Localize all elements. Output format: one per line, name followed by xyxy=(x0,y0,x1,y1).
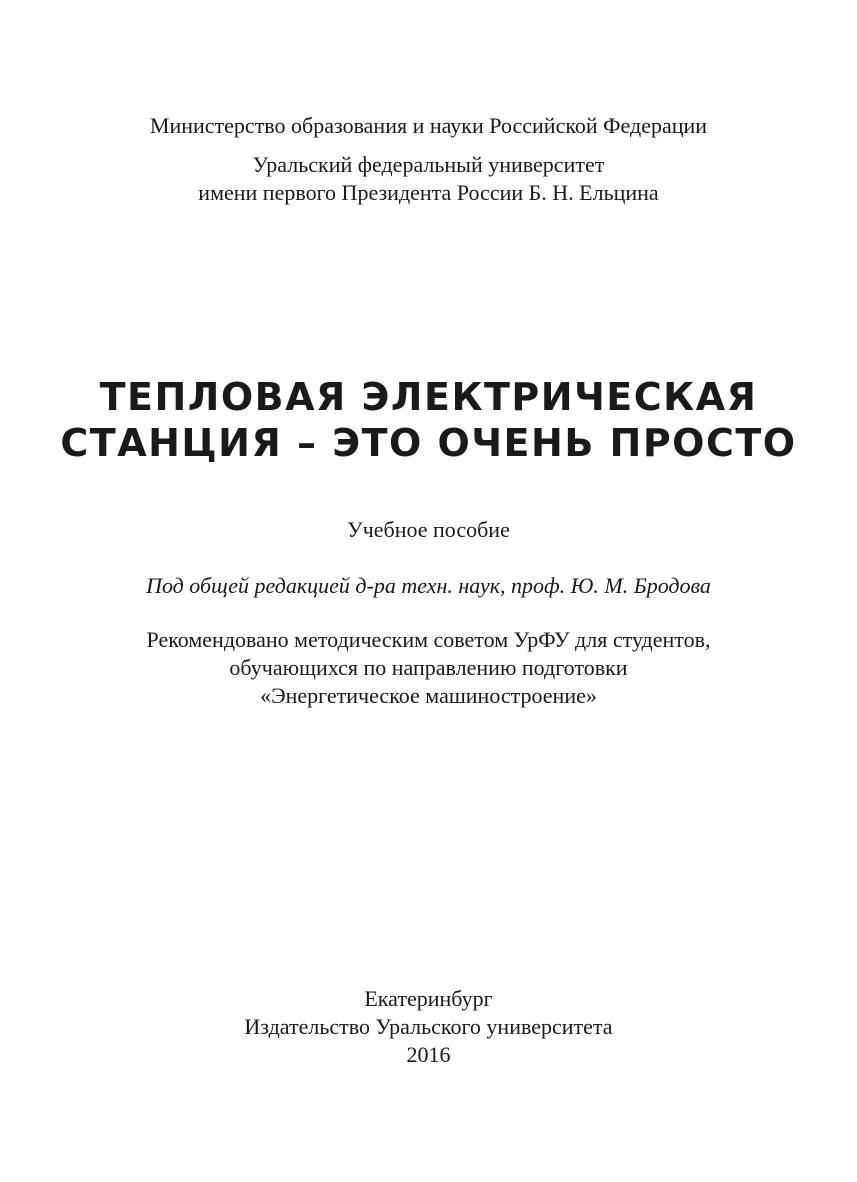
book-type: Учебное пособие xyxy=(347,517,510,542)
university-name-line2: имени первого Президента России Б. Н. Ельцина xyxy=(198,180,659,205)
recommendation-line1: Рекомендовано методическим советом УрФУ для студентов, xyxy=(146,627,711,652)
imprint-year: 2016 xyxy=(406,1042,451,1067)
imprint-publisher: Издательство Уральского университета xyxy=(244,1014,613,1039)
imprint-city: Екатеринбург xyxy=(364,986,493,1011)
university-name-line1: Уральский федеральный университет xyxy=(252,152,605,177)
editor-credit: Под общей редакцией д-ра техн. наук, проф. Ю. М. Бродова xyxy=(146,573,711,598)
book-title-line1: ТЕПЛОВАЯ ЭЛЕКТРИЧЕСКАЯ xyxy=(99,375,758,419)
recommendation-line3: «Энергетическое машиностроение» xyxy=(260,683,597,708)
recommendation-line2: обучающихся по направлению подготовки xyxy=(229,655,628,680)
book-title-line2: СТАНЦИЯ – ЭТО ОЧЕНЬ ПРОСТО xyxy=(60,421,797,465)
ministry-name: Министерство образования и науки Российской Федерации xyxy=(149,113,708,138)
